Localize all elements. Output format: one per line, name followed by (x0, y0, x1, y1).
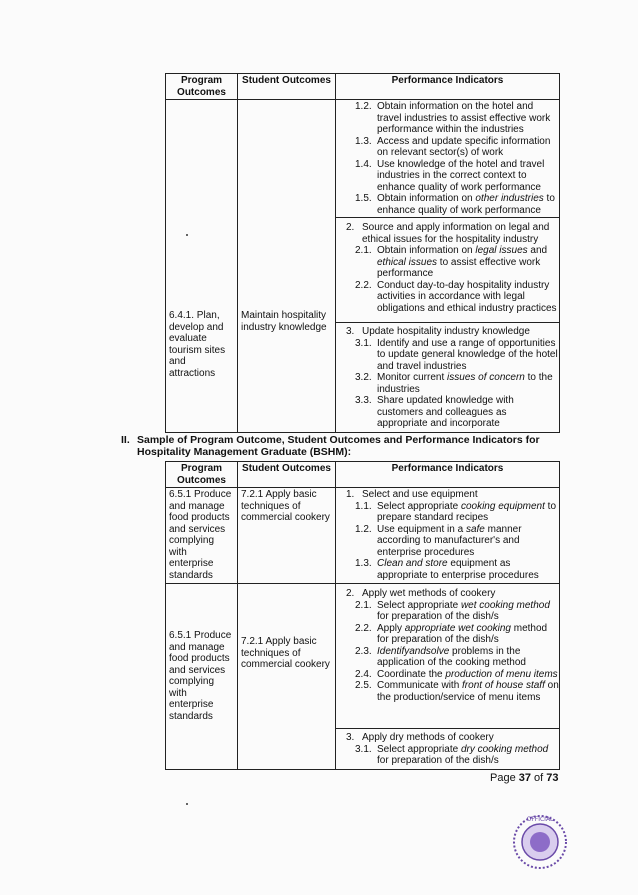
list-item: 3.1. Select appropriate dry cooking method for preparation of the dish/s (355, 743, 549, 766)
table-2 (165, 461, 560, 770)
list-item: 3. Apply dry methods of cookery (346, 732, 494, 743)
list-item: 1.2. Obtain information on the hotel and travel industries to assist effective work performance within the industries (355, 101, 551, 135)
header-student-outcomes: Student Outcomes (238, 462, 336, 488)
program-outcome-cell (166, 584, 238, 770)
table-1 (165, 73, 560, 433)
list-item: 2. Apply wet methods of cookery (346, 588, 496, 599)
list-item: 1.4. Use knowledge of the hotel and travel industries in the correct context to enhance quality of work performance (355, 158, 545, 193)
header-program-outcomes: Program Outcomes (166, 462, 238, 488)
pi-block-1 (336, 100, 559, 218)
program-outcome-cell: 6.5.1 Produce and manage food products and services complying with enterprise standards (166, 488, 238, 584)
list-item: 2.1. Select appropriate wet cooking method for preparation of the dish/s (355, 599, 550, 622)
pi-block-2 (336, 218, 559, 323)
stray-dot (186, 803, 188, 805)
program-outcome-cell (166, 100, 238, 433)
section-heading (121, 434, 557, 458)
student-outcome-cell: 7.2.1 Apply basic techniques of commercial cookery (238, 488, 336, 584)
table-1-header-row (166, 74, 560, 100)
pi-block-3a (336, 729, 559, 769)
list-item: 1.3. Clean and store equipment as appropriate to enterprise procedures (355, 558, 539, 581)
list-item: 3.3. Share updated knowledge with customers and colleagues as appropriate and incorporate (355, 395, 514, 429)
list-item: 2.3. Identifyandsolve problems in the application of the cooking method (355, 645, 526, 668)
list-item: 2.2. Conduct day-to-day hospitality industry activities in accordance with legal obligations and ethical industry practices (355, 279, 557, 314)
table-row (166, 584, 560, 770)
list-item: 2.2. Apply appropriate wet cooking method for preparation of the dish/s (355, 622, 548, 645)
program-outcome-text: 6.5.1 Produce and manage food products and services complying with enterprise standards (169, 630, 232, 722)
seal-graphic (508, 810, 572, 874)
program-outcome-text: 6.4.1. Plan, develop and evaluate tourism sites and attractions (169, 310, 226, 379)
table-row (166, 488, 560, 584)
student-outcome-text: 7.2.1 Apply basic techniques of commercial cookery (241, 636, 330, 671)
svg-text:OFFICIAL: OFFICIAL (526, 816, 554, 823)
page-number: Page 37 of 73 (490, 772, 559, 784)
header-performance-indicators: Performance Indicators (336, 462, 560, 488)
stray-dot (186, 234, 188, 236)
list-item: 1.1. Select appropriate cooking equipment to prepare standard recipes (355, 500, 557, 523)
list-item: 2. Source and apply information on legal and ethical issues for the hospitality industry (346, 222, 550, 245)
pi-block-3 (336, 323, 559, 432)
official-seal (508, 810, 572, 878)
list-item: 3.2. Monitor current issues of concern to the industries (355, 372, 553, 395)
table-2-header-row (166, 462, 560, 488)
list-item: 2.1. Obtain information on legal issues and ethical issues to assist effective work performance (355, 245, 548, 279)
performance-indicators-cell (336, 584, 560, 770)
table-row (166, 100, 560, 433)
list-item: 2.4. Coordinate the production of menu items (355, 668, 558, 680)
performance-indicators-cell (336, 100, 560, 433)
student-outcome-text: Maintain hospitality industry knowledge (241, 310, 327, 333)
list-item: 1. Select and use equipment (346, 489, 478, 500)
list-item: 3. Update hospitality industry knowledge (346, 326, 530, 337)
section-number: II. (121, 434, 130, 446)
list-item: 1.2. Use equipment in a safe manner according to manufacturer's and enterprise procedures (355, 523, 522, 558)
list-item: 1.3. Access and update specific information on relevant sector(s) of work (355, 135, 551, 158)
pi-block-2a (336, 584, 559, 729)
student-outcome-cell (238, 100, 336, 433)
student-outcome-cell (238, 584, 336, 770)
header-student-outcomes: Student Outcomes (238, 74, 336, 100)
list-item: 3.1. Identify and use a range of opportunities to update general knowledge of the hotel and travel industries (355, 337, 558, 372)
list-item: 1.5. Obtain information on other industries to enhance quality of work performance (355, 193, 555, 216)
performance-indicators-cell (336, 488, 560, 584)
header-program-outcomes: Program Outcomes (166, 74, 238, 100)
header-performance-indicators: Performance Indicators (336, 74, 560, 100)
section-title: Sample of Program Outcome, Student Outcomes and Performance Indicators for Hospitality Management Graduate (BSHM): (137, 434, 540, 458)
list-item: 2.5. Communicate with front of house staff on the production/service of menu items (355, 680, 559, 703)
